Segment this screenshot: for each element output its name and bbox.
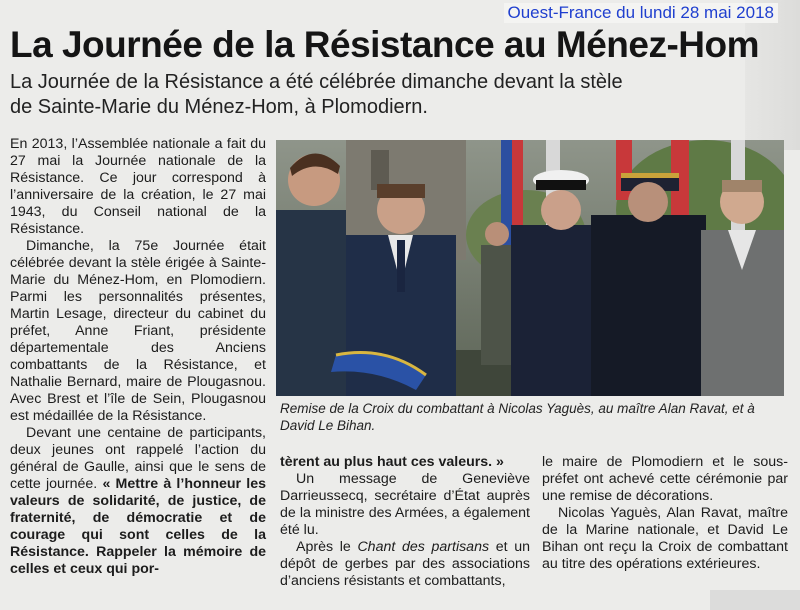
paragraph-2: Dimanche, la 75e Journée était célébrée devant la stèle érigée à Sainte-Marie du Ménez-Hom, en Plomodiern. Parmi les personnalités présentes, Martin Lesage, directeur du cabinet du préfet, Anne Friant, présidente départementale des Anciens combattants de la Résistance, et Nathalie Bernard, maire de Plougasnou. Avec Brest et l’île de Sein, Plougasnou est médaillée de la Résistance. <box>10 238 266 424</box>
text-column-3 <box>542 454 788 573</box>
deck-line-2: de Sainte-Marie du Ménez-Hom, à Plomodiern. <box>10 96 428 118</box>
newspaper-source-label: Ouest-France du lundi 28 mai 2018 <box>504 3 779 23</box>
paragraph-1: En 2013, l’Assemblée nationale a fait du 27 mai la Journée nationale de la Résistance. Ce jour correspond à l’anniversaire de la création, le 27 mai 1943, du Conseil national de la Résistance. <box>10 136 266 237</box>
paragraph-6-text-b: et un dépôt de gerbes par des associations d’anciens résistants et combattants, <box>280 539 530 589</box>
adjacent-article-bleed-bottom <box>710 590 800 610</box>
paragraph-3-text: Devant une centaine de participants, deux jeunes ont rappelé l’action du général de Gaulle, ainsi que le sens de cette journée. <box>10 425 266 492</box>
text-column-1 <box>10 136 266 578</box>
paragraph-4-quote-end <box>280 454 530 471</box>
song-title: Chant des partisans <box>357 539 490 555</box>
text-column-2 <box>280 454 530 590</box>
ceremony-photo-illustration <box>276 140 784 396</box>
paragraph-3-quote: « Mettre à l’honneur les valeurs de solidarité, de justice, de fraternité, de démocratie et de courage qui sont celles de la Résistance. Rappeler la mémoire de celles et ceux qui por- <box>10 476 266 577</box>
article-deck <box>10 70 730 120</box>
photo-caption: Remise de la Croix du combattant à Nicolas Yaguès, au maître Alan Ravat, et à David Le Bihan. <box>280 401 755 433</box>
deck-line-1: La Journée de la Résistance a été célébrée dimanche devant la stèle <box>10 71 623 93</box>
paragraph-3 <box>10 425 266 578</box>
quote-end: tèrent au plus haut ces valeurs. » <box>280 454 504 470</box>
ceremony-photo <box>276 140 784 396</box>
paragraph-6 <box>280 539 530 590</box>
paragraph-8: Nicolas Yaguès, Alan Ravat, maître de la Marine nationale, et David Le Bihan ont reçu la Croix de combattant au titre des opérations extérieures. <box>542 505 788 572</box>
article-headline: La Journée de la Résistance au Ménez-Hom <box>10 24 760 65</box>
paragraph-7: le maire de Plomodiern et le sous-préfet ont achevé cette cérémonie par une remise de décorations. <box>542 454 788 504</box>
paragraph-5: Un message de Geneviève Darrieussecq, secrétaire d’État auprès de la ministre des Armées, a également été lu. <box>280 471 530 538</box>
paragraph-6-text-a: Après le <box>296 539 358 555</box>
